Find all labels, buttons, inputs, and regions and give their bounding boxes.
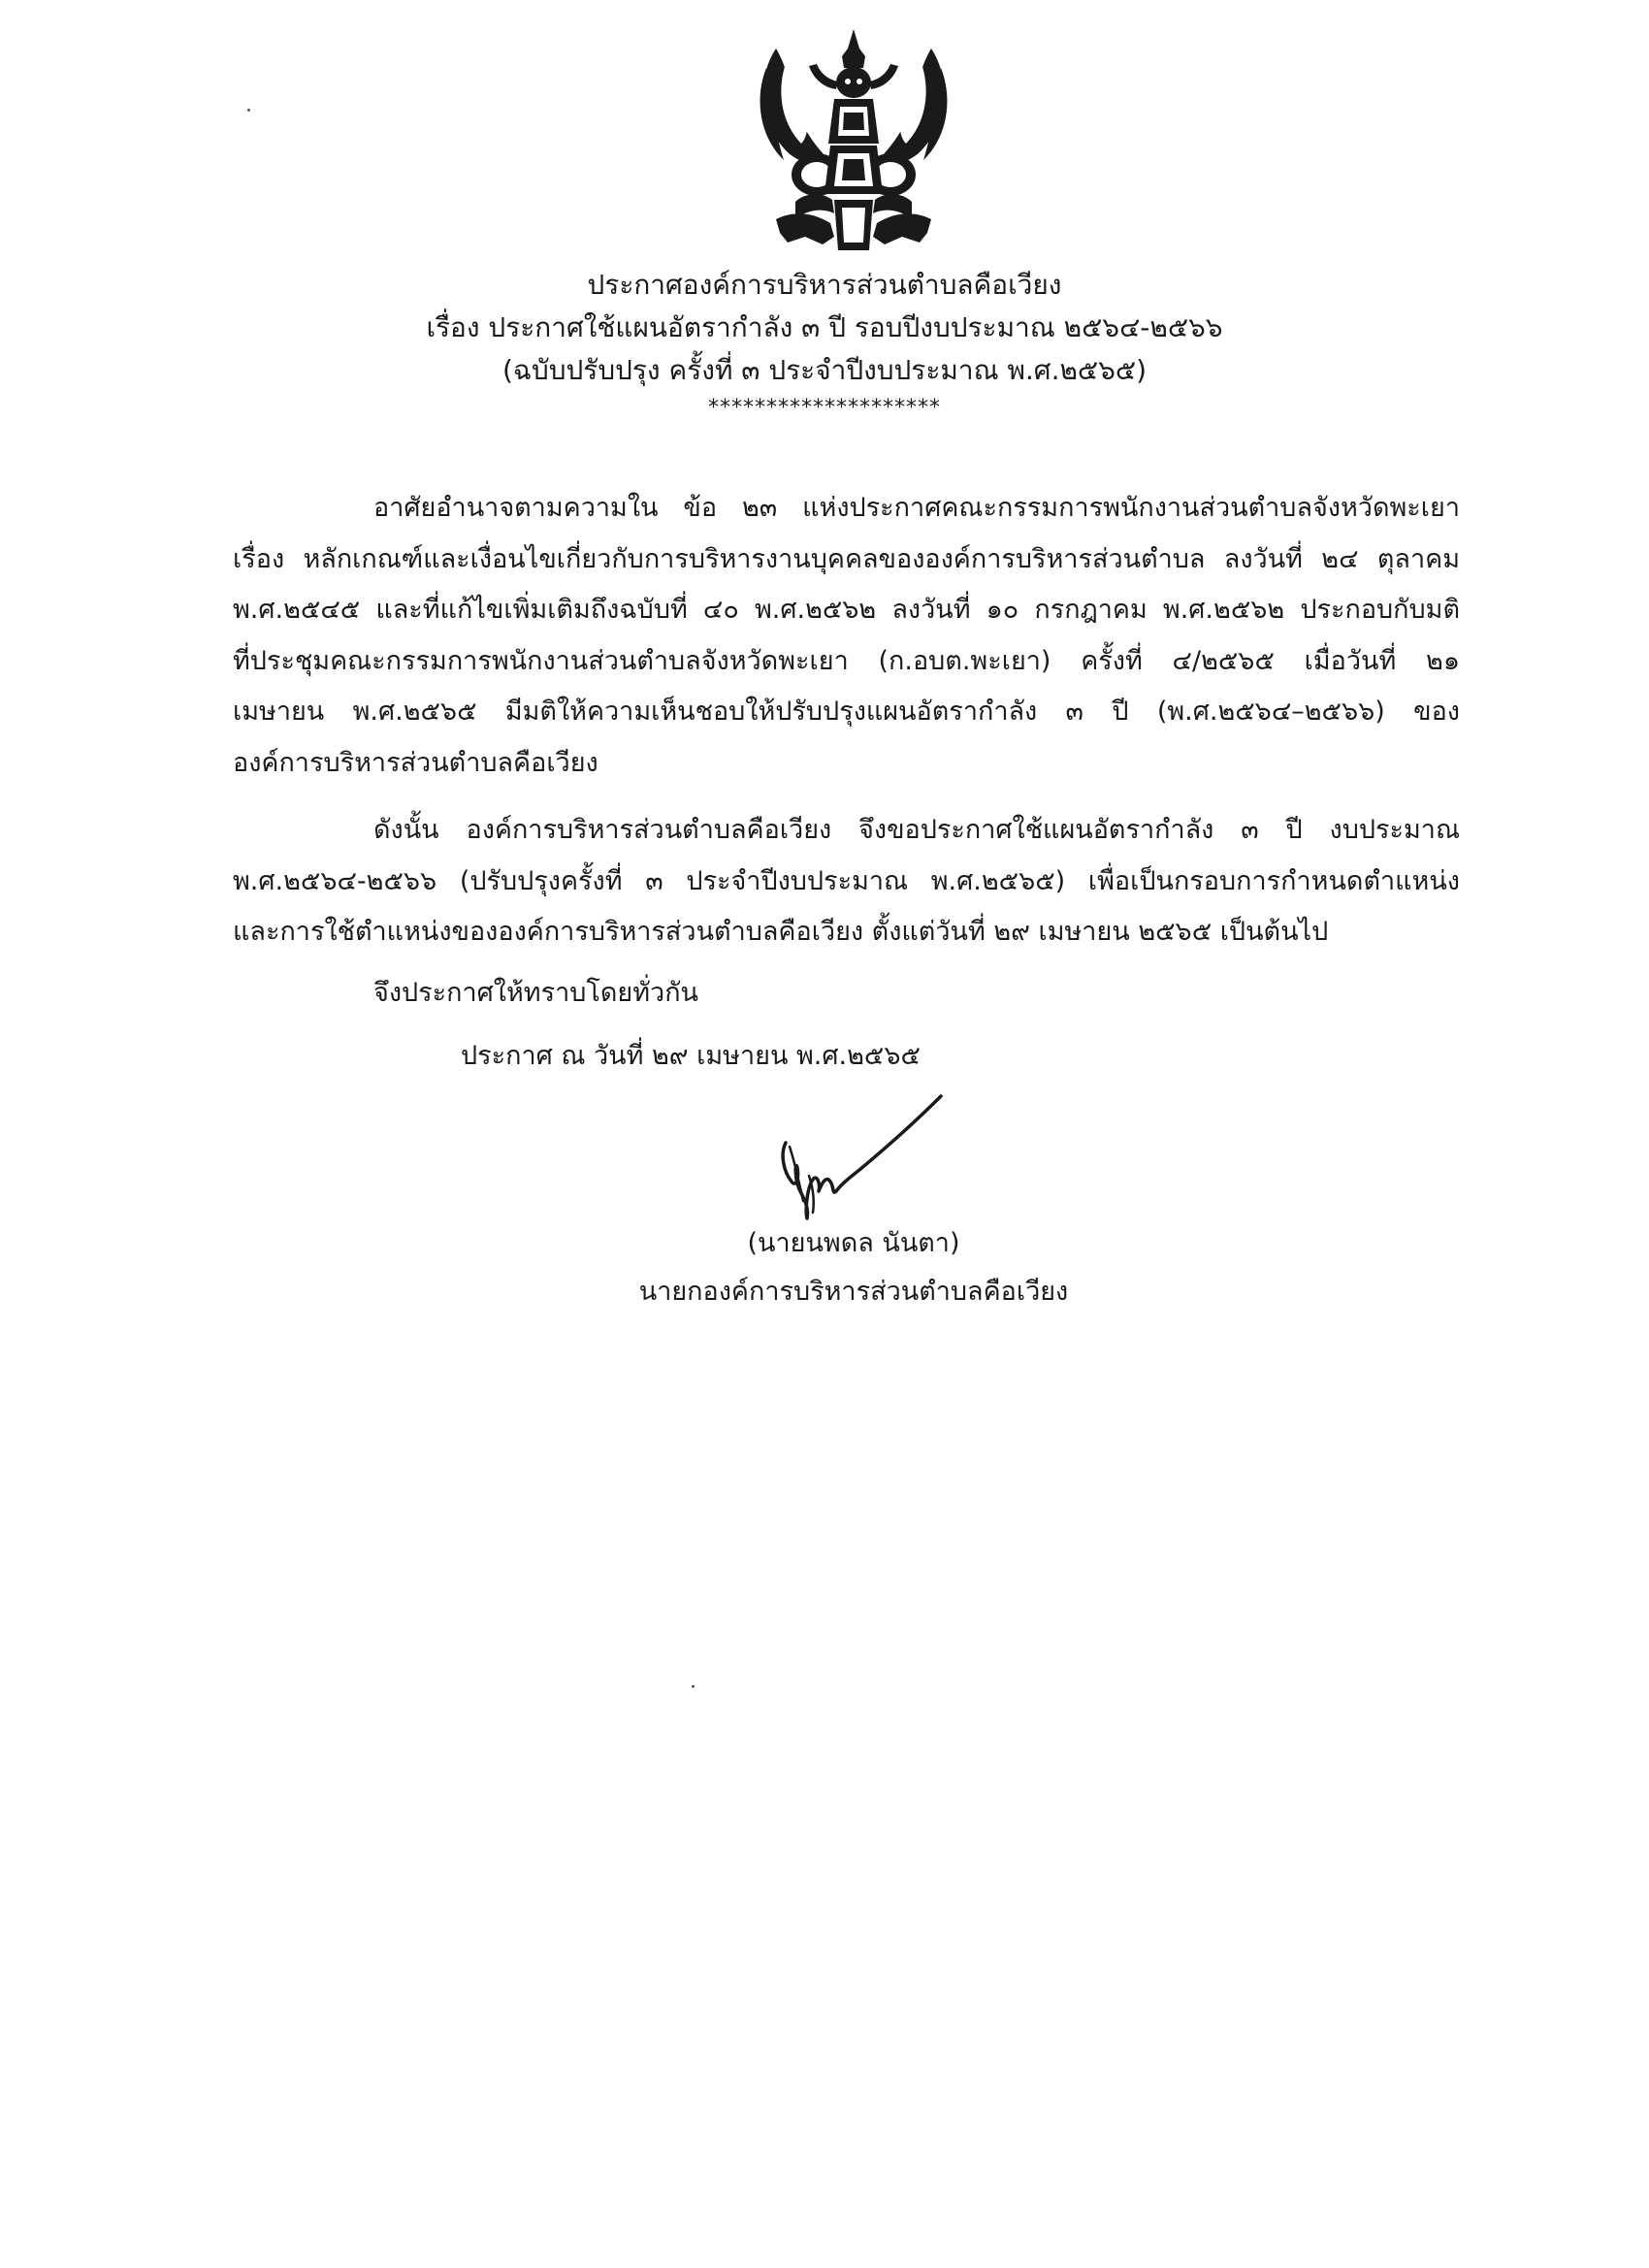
revision-line: (ฉบับปรับปรุง ครั้งที่ ๓ ประจำปีงบประมาณ พ.ศ.๒๕๖๕) [501, 354, 1148, 386]
handwritten-signature [766, 1086, 951, 1232]
scan-speck [692, 1685, 695, 1688]
scan-speck [247, 109, 250, 112]
paragraph-line: เมษายน พ.ศ.๒๕๖๕ มีมติให้ความเห็นชอบให้ปรับปรุงแผนอัตรากำลัง ๓ ปี (พ.ศ.๒๕๖๔–๒๕๖๖) ของ [233, 697, 1460, 727]
signatory-name: (นายนพดล นันตา) [747, 1228, 960, 1258]
paragraph-line: พ.ศ.๒๕๖๔-๒๕๖๖ (ปรับปรุงครั้งที่ ๓ ประจำปีงบประมาณ พ.ศ.๒๕๖๕) เพื่อเป็นกรอบการกำหนดตำแหน่ง [233, 865, 1460, 896]
signatory-position: นายกองค์การบริหารส่วนตำบลคือเวียง [638, 1277, 1069, 1307]
org-announcement-title: ประกาศองค์การบริหารส่วนตำบลคือเวียง [587, 269, 1062, 301]
paragraph-line: เรื่อง หลักเกณฑ์และเงื่อนไขเกี่ยวกับการบริหารงานบุคคลขององค์การบริหารส่วนตำบล ลงวันที่ ๒๔ ตุลาคม [233, 543, 1460, 574]
closing-notice: จึงประกาศให้ทราบโดยทั่วกัน [373, 978, 698, 1008]
paragraph-line: ดังนั้น องค์การบริหารส่วนตำบลคือเวียง จึงขอประกาศใช้แผนอัตรากำลัง ๓ ปี งบประมาณ [373, 815, 1460, 845]
paragraph-line: ที่ประชุมคณะกรรมการพนักงานส่วนตำบลจังหวัดพะเยา (ก.อบต.พะเยา) ครั้งที่ ๔/๒๕๖๕ เมื่อวันที่ ๒๑ [233, 645, 1460, 676]
separator: ******************** [708, 396, 941, 420]
announcement-date: ประกาศ ณ วันที่ ๒๙ เมษายน พ.ศ.๒๕๖๕ [461, 1041, 921, 1071]
paragraph-line: อาศัยอำนาจตามความใน ข้อ ๒๓ แห่งประกาศคณะกรรมการพนักงานส่วนตำบลจังหวัดพะเยา [373, 493, 1460, 523]
paragraph-announcement [233, 805, 1460, 958]
paragraph-line: พ.ศ.๒๕๔๕ และที่แก้ไขเพิ่มเติมถึงฉบับที่ ๔๐ พ.ศ.๒๕๖๒ ลงวันที่ ๑๐ กรกฎาคม พ.ศ.๒๕๖๒ ประกอบกับมติ [233, 595, 1460, 625]
garuda-emblem-icon [737, 29, 970, 258]
paragraph-authority [233, 483, 1460, 789]
document-header [233, 264, 1416, 425]
subject-line: เรื่อง ประกาศใช้แผนอัตรากำลัง ๓ ปี รอบปีงบประมาณ ๒๕๖๔-๒๕๖๖ [426, 311, 1223, 343]
paragraph-line: องค์การบริหารส่วนตำบลคือเวียง [233, 747, 598, 778]
paragraph-line: และการใช้ตำแหน่งขององค์การบริหารส่วนตำบลคือเวียง ตั้งแต่วันที่ ๒๙ เมษายน ๒๕๖๕ เป็นต้นไป [233, 917, 1329, 947]
